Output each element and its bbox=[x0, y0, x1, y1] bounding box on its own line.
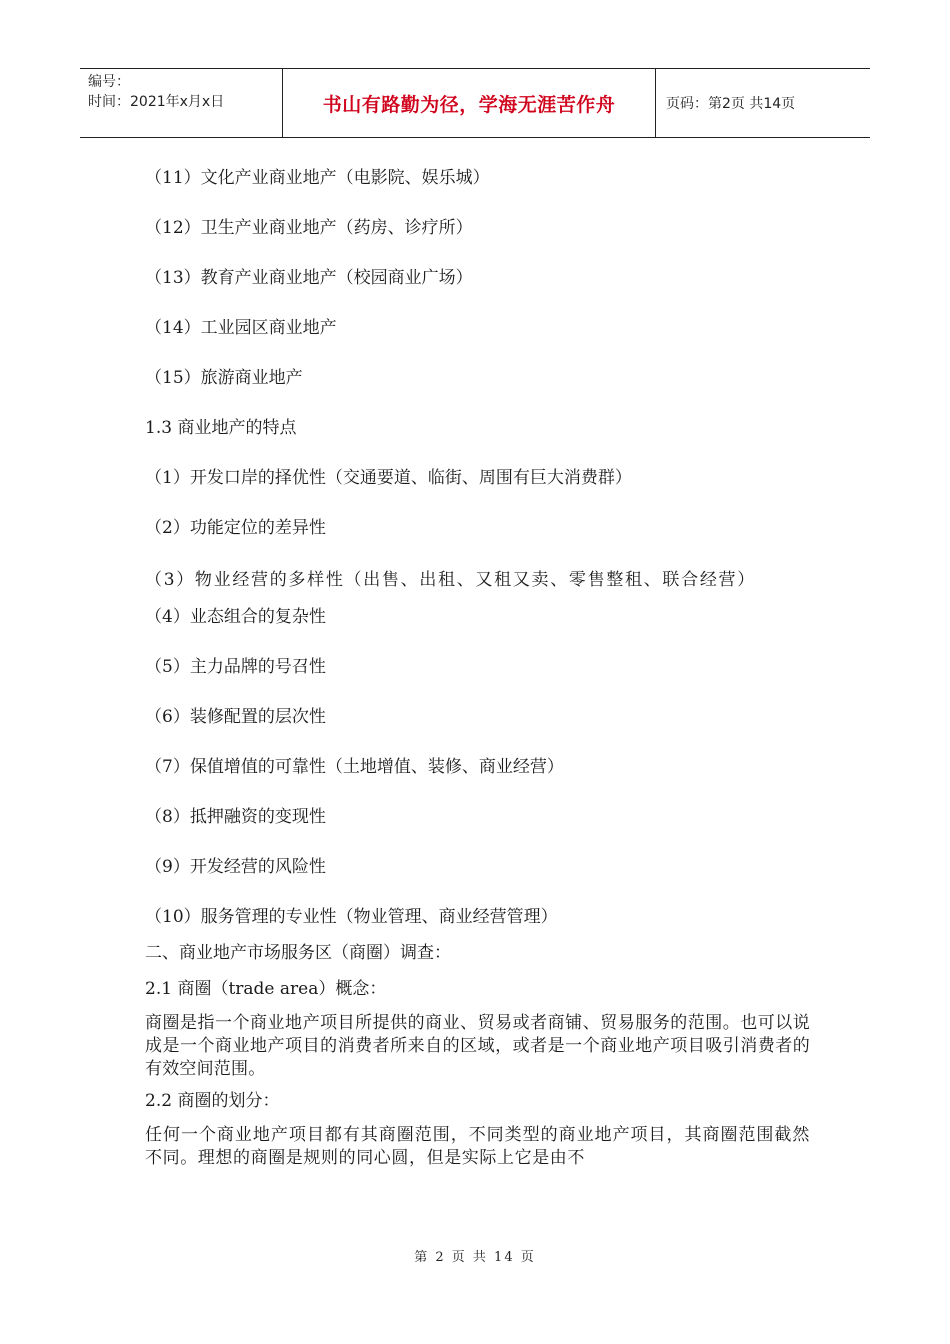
body-line: （14）工业园区商业地产 bbox=[145, 318, 337, 338]
body-line: （3）物业经营的多样性（出售、出租、又租又卖、零售整租、联合经营） bbox=[145, 570, 756, 590]
document-header bbox=[80, 68, 870, 138]
body-line: （2）功能定位的差异性 bbox=[145, 518, 326, 538]
body-paragraph: 商圈是指一个商业地产项目所提供的商业、贸易或者商铺、贸易服务的范围。也可以说成是一个商业地产项目的消费者所来自的区域，或者是一个商业地产项目吸引消费者的有效空间范围。 bbox=[145, 1013, 810, 1079]
section-heading: 2.1 商圈（trade area）概念： bbox=[145, 979, 387, 999]
header-page-info: 页码：第2页 共14页 bbox=[666, 96, 796, 112]
page-footer: 第 2 页 共 14 页 bbox=[414, 1250, 536, 1265]
header-motto-cell bbox=[283, 69, 656, 137]
body-line: （8）抵押融资的变现性 bbox=[145, 807, 326, 827]
header-page-cell bbox=[656, 69, 870, 137]
body-line: （1）开发口岸的择优性（交通要道、临街、周围有巨大消费群） bbox=[145, 468, 632, 488]
body-line: （7）保值增值的可靠性（土地增值、装修、商业经营） bbox=[145, 757, 564, 777]
body-line: （11）文化产业商业地产（电影院、娱乐城） bbox=[145, 168, 490, 188]
body-line: （15）旅游商业地产 bbox=[145, 368, 303, 388]
header-motto: 书山有路勤为径，学海无涯苦作舟 bbox=[322, 93, 616, 116]
body-line: （4）业态组合的复杂性 bbox=[145, 607, 326, 627]
body-line: （6）装修配置的层次性 bbox=[145, 707, 326, 727]
body-line: （13）教育产业商业地产（校园商业广场） bbox=[145, 268, 473, 288]
section-heading: 二、商业地产市场服务区（商圈）调查： bbox=[145, 943, 451, 963]
section-heading: 1.3 商业地产的特点 bbox=[145, 418, 297, 438]
body-line: （12）卫生产业商业地产（药房、诊疗所） bbox=[145, 218, 473, 238]
body-paragraph: 任何一个商业地产项目都有其商圈范围，不同类型的商业地产项目，其商圈范围截然不同。理想的商圈是规则的同心圆，但是实际上它是由不 bbox=[145, 1125, 810, 1168]
document-body bbox=[145, 168, 810, 1170]
body-line: （10）服务管理的专业性（物业管理、商业经营管理） bbox=[145, 907, 558, 927]
section-heading: 2.2 商圈的划分： bbox=[145, 1091, 280, 1111]
header-date-label: 时间：2021年x月x日 bbox=[88, 94, 225, 110]
body-line: （9）开发经营的风险性 bbox=[145, 857, 326, 877]
body-line: （5）主力品牌的号召性 bbox=[145, 657, 326, 677]
header-number-label: 编号： bbox=[88, 74, 130, 90]
header-meta-cell bbox=[80, 69, 283, 137]
